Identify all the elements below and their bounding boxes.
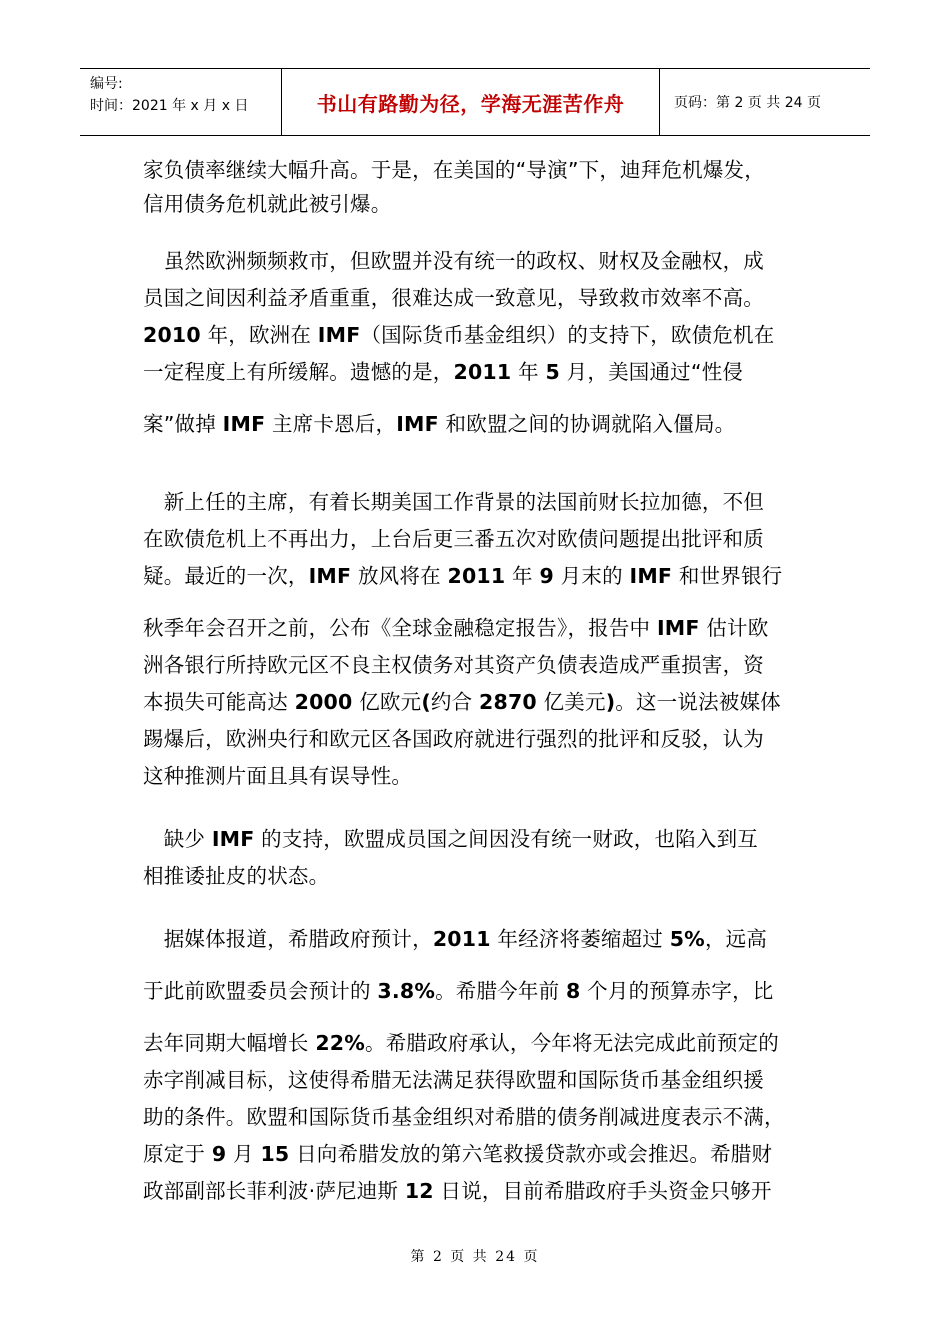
paragraph <box>143 921 808 1225</box>
page-footer: 第 2 页 共 24 页 <box>410 1249 540 1265</box>
page-header <box>80 68 870 136</box>
paragraph-line: 据媒体报道，希腊政府预计，2011 年经济将萎缩超过 5%，远高 <box>143 927 768 951</box>
paragraph-line: 助的条件。欧盟和国际货币基金组织对希腊的债务削减进度表示不满， <box>143 1105 785 1129</box>
paragraph-line: 案”做掉 IMF 主席卡恩后，IMF 和欧盟之间的协调就陷入僵局。 <box>143 412 736 436</box>
paragraph-line: 政部副部长菲利波·萨尼迪斯 12 日说，目前希腊政府手头资金只够开 <box>143 1179 772 1203</box>
paragraph-line: 秋季年会召开之前，公布《全球金融稳定报告》，报告中 IMF 估计欧 <box>143 616 769 640</box>
paragraph-line: 信用债务危机就此被引爆。 <box>143 192 392 216</box>
paragraph-line: 相推诿扯皮的状态。 <box>143 864 330 888</box>
paragraph-line: 于此前欧盟委员会预计的 3.8%。希腊今年前 8 个月的预算赤字，比 <box>143 979 774 1003</box>
paragraph-line: 一定程度上有所缓解。遗憾的是，2011 年 5 月，美国通过“性侵 <box>143 360 744 384</box>
paragraph-line: 洲各银行所持欧元区不良主权债务对其资产负债表造成严重损害，资 <box>143 653 764 677</box>
paragraph-line: 本损失可能高达 2000 亿欧元(约合 2870 亿美元)。这一说法被媒体 <box>143 690 781 714</box>
paragraph-line: 这种推测片面且具有误导性。 <box>143 764 413 788</box>
paragraph-line: 员国之间因利益矛盾重重，很难达成一致意见，导致救市效率不高。 <box>143 286 764 310</box>
paragraph-line: 原定于 9 月 15 日向希腊发放的第六笔救援贷款亦或会推迟。希腊财 <box>143 1142 773 1166</box>
header-meta <box>80 69 282 135</box>
paragraph <box>143 243 808 458</box>
paragraph-line: 去年同期大幅增长 22%。希腊政府承认，今年将无法完成此前预定的 <box>143 1031 779 1055</box>
document-date-label: 时间：2021 年 x 月 x 日 <box>90 98 249 114</box>
paragraph-line: 在欧债危机上不再出力，上台后更三番五次对欧债问题提出批评和质 <box>143 527 764 551</box>
paragraph-line: 新上任的主席，有着长期美国工作背景的法国前财长拉加德，不但 <box>143 490 764 514</box>
paragraph-line: 虽然欧洲频频救市，但欧盟并没有统一的政权、财权及金融权，成 <box>143 249 764 273</box>
paragraph <box>143 153 808 221</box>
paragraph-line: 2010 年，欧洲在 IMF（国际货币基金组织）的支持下，欧债危机在 <box>143 323 775 347</box>
paragraph-line: 踢爆后，欧洲央行和欧元区各国政府就进行强烈的批评和反驳，认为 <box>143 727 764 751</box>
paragraph <box>143 484 808 795</box>
document-number-label: 编号: <box>90 76 123 92</box>
header-page-info: 页码：第 2 页 共 24 页 <box>674 95 821 111</box>
document-body <box>143 153 808 1225</box>
paragraph-line: 疑。最近的一次，IMF 放风将在 2011 年 9 月末的 IMF 和世界银行 <box>143 564 783 588</box>
header-motto: 书山有路勤为径，学海无涯苦作舟 <box>282 69 660 135</box>
paragraph <box>143 821 808 895</box>
paragraph-line: 家负债率继续大幅升高。于是，在美国的“导演”下，迪拜危机爆发， <box>143 158 765 182</box>
paragraph-line: 赤字削减目标，这使得希腊无法满足获得欧盟和国际货币基金组织援 <box>143 1068 764 1092</box>
paragraph-line: 缺少 IMF 的支持，欧盟成员国之间因没有统一财政，也陷入到互 <box>143 827 758 851</box>
